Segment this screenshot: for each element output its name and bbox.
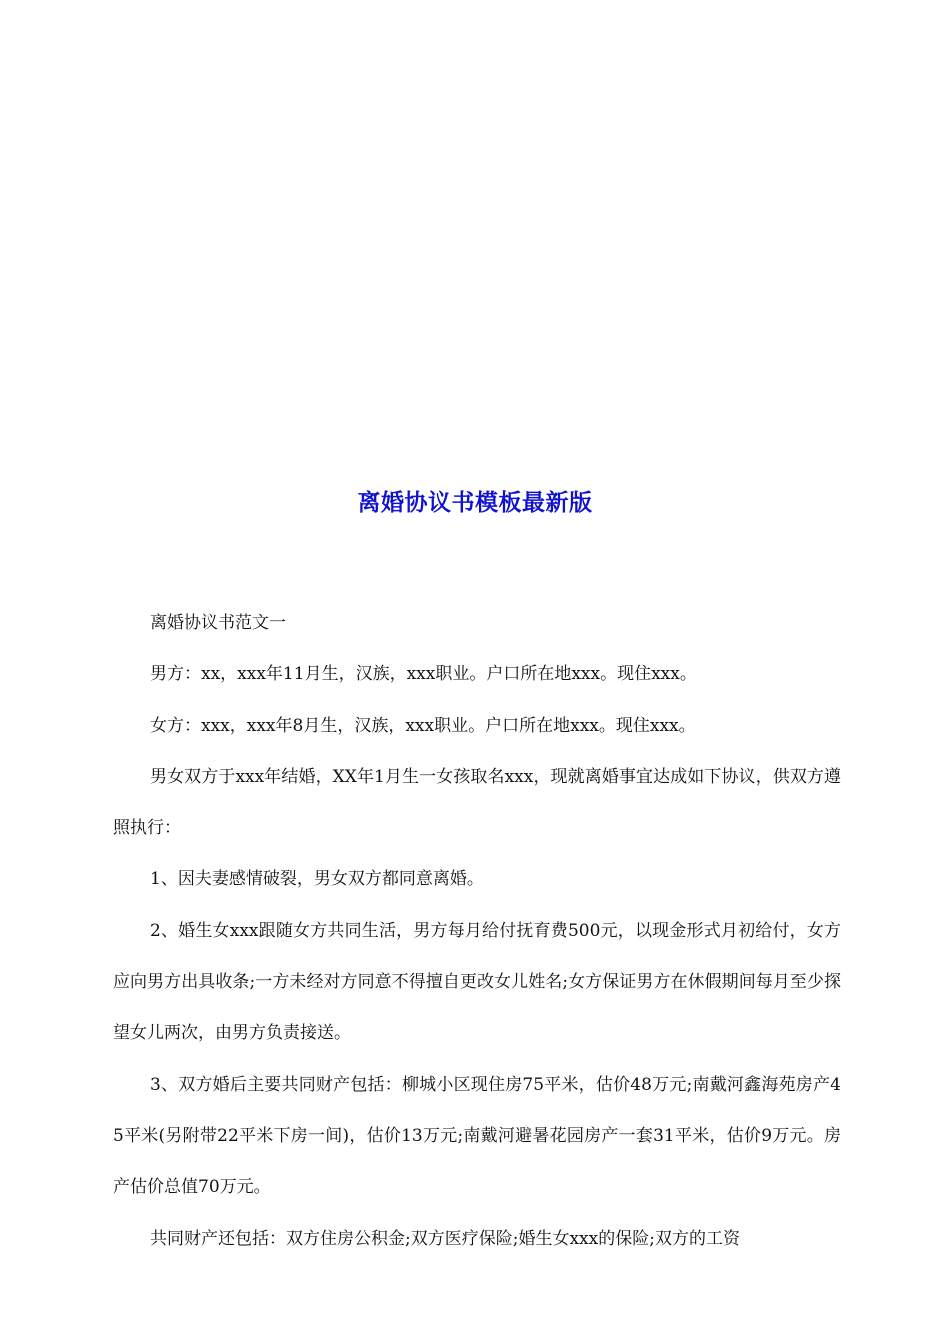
paragraph-female-party: 女方：xxx，xxx年8月生，汉族，xxx职业。户口所在地xxx。现住xxx。 [150,715,696,736]
section-heading: 离婚协议书范文一 [150,613,286,633]
paragraph-male-party: 男方：xx，xxx年11月生，汉族，xxx职业。户口所在地xxx。现住xxx。 [150,664,697,685]
paragraph-preamble: 男女双方于xxx年结婚，XX年1月生一女孩取名xxx，现就离婚事宜达成如下协议，供双方遵照执行： [113,766,841,839]
paragraph-clause-1: 1、因夫妻感情破裂，男女双方都同意离婚。 [150,869,484,890]
document-body [113,598,841,1265]
paragraph-clause-3: 3、双方婚后主要共同财产包括：柳城小区现住房75平米，估价48万元;南戴河鑫海苑房产45平米(另附带22平米下房一间)，估价13万元;南戴河避暑花园房产一套31平米，估价9万元。房产估价总值70万元。 [113,1074,841,1198]
document-title: 离婚协议书模板最新版 [357,489,593,516]
paragraph-shared-property: 共同财产还包括：双方住房公积金;双方医疗保险;婚生女xxx的保险;双方的工资 [150,1228,740,1249]
paragraph-clause-2: 2、婚生女xxx跟随女方共同生活，男方每月给付抚育费500元，以现金形式月初给付，女方应向男方出具收条;一方未经对方同意不得擅自更改女儿姓名;女方保证男方在休假期间每月至少探望女儿两次，由男方负责接送。 [113,920,841,1044]
